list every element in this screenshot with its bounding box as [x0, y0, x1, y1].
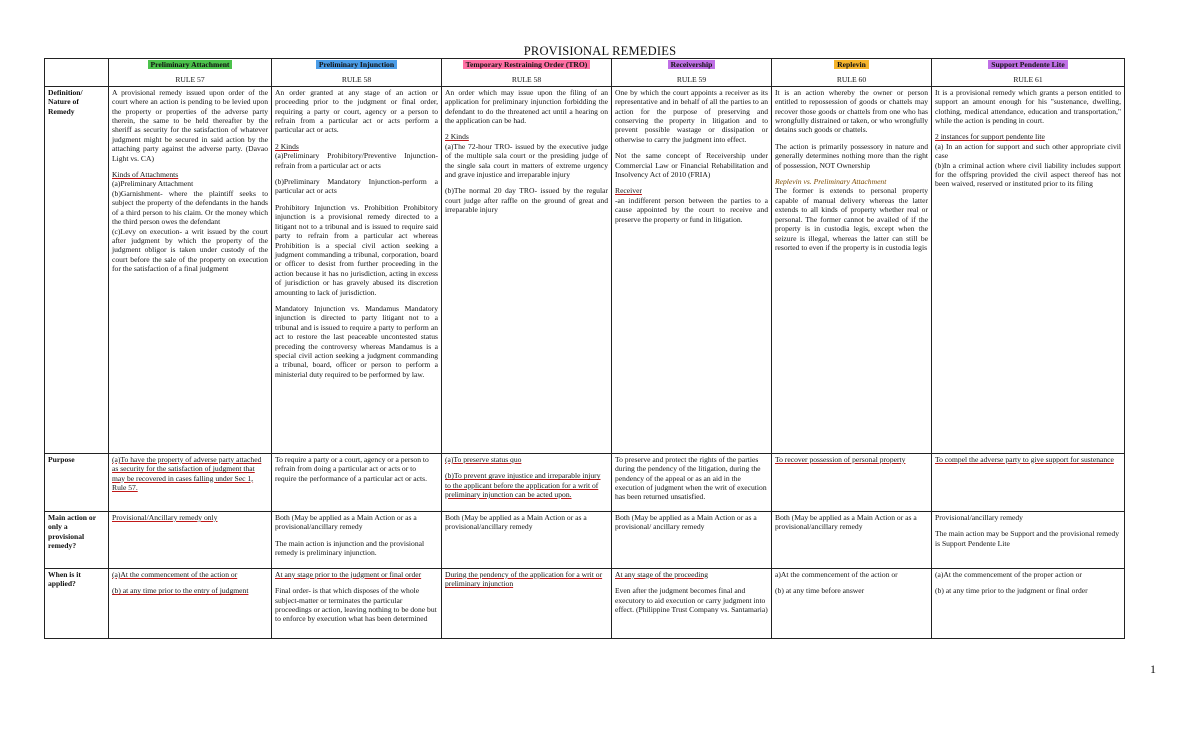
row-label-main-action: Main action or only a provisional remedy?: [45, 511, 109, 568]
when-applied-row: [45, 568, 1125, 638]
cell-purpose-replevin: To recover possession of personal property: [772, 453, 932, 511]
when-item: At any stage of the proceeding: [615, 569, 708, 579]
cell-main-action-tro: Both (May be applied as a Main Action or as a provisional/ancillary remedy: [442, 511, 612, 568]
cell-definition-injunction: [272, 86, 442, 453]
cell-when-receivership: [612, 568, 772, 638]
column-name: Preliminary Attachment: [148, 60, 233, 69]
main-action-row: [45, 511, 1125, 568]
column-name: Temporary Restraining Order (TRO): [463, 60, 591, 69]
kind-item: (a)Preliminary Prohibitory/Preventive Injunction-refrain from a particular act or acts: [275, 151, 438, 170]
kind-item: (b)The normal 20 day TRO- issued by the regular court judge after raffle on the ground of great and irreparable injury: [445, 186, 608, 215]
kind-item: (b)Garnishment- where the plaintiff seeks to subject the property of the defendants in the hands of a third person to his claim. Or the money which the third person owes the defendant: [112, 188, 268, 227]
page-number: 1: [1150, 662, 1156, 676]
kinds-heading: 2 Kinds: [275, 141, 299, 151]
column-header-support: [932, 59, 1125, 87]
cell-main-action-replevin: Both (May be applied as a Main Action or as a provisional/ancillary remedy: [772, 511, 932, 568]
comparison-text: Prohibitory Injunction vs. Prohibition Prohibitory injunction is a provisional remedy directed to a litigant not to a tribunal and is issued to require said party to refrain from a particular act whereas Prohibition is a special civil action seeking a judgment commanding a tribunal, corporation, board or officer to desist from further proceeding in the action because it has no jurisdiction, acting in excess of jurisdiction or has gravely abused its discretion amounting to lack of jurisdiction.: [275, 202, 438, 297]
cell-when-attachment: [109, 568, 272, 638]
column-name: Support Pendente Lite: [988, 60, 1067, 69]
cell-main-action-support: [932, 511, 1125, 568]
row-label-definition: Definition/ Nature of Remedy: [45, 86, 109, 453]
definition-text: It is an action whereby the owner or person entitled to repossession of goods or chattels may recover those goods or chattels from one who has wrongfully distrained or taken, or who wrongfully detains such goods or chattels.: [775, 87, 928, 135]
note-text: Not the same concept of Receivership under Commercial Law or Financial Rehabilitation and Insolvency Act of 2010 (FRIA): [615, 151, 768, 180]
column-header-receivership: [612, 59, 772, 87]
when-item: (a)At the commencement of the proper action or: [935, 569, 1082, 579]
cell-main-action-injunction: [272, 511, 442, 568]
kind-item: (a)Preliminary Attachment: [112, 179, 194, 189]
comparison-text: Mandatory Injunction vs. Mandamus Mandatory injunction is directed to party litigant not to a tribunal and is issued to require a party to perform an act to restore the last peaceable uncontested status preceding the controversy whereas Mandamus is a special civil action seeking a judgment commanding a tribunal, board, officer or person to perform a ministerial duty required to be performed by law.: [275, 303, 438, 379]
corner-cell: [45, 59, 109, 87]
cell-definition-attachment: [109, 86, 272, 453]
main-action-note: The main action may be Support and the provisional remedy is Support Pendente Lite: [935, 529, 1120, 548]
cell-main-action-attachment: Provisional/Ancillary remedy only: [109, 511, 272, 568]
instance-item: (b)In a criminal action where civil liability includes support for the offspring provided the civil aspect thereof has not been waived, reserved or instituted prior to its filing: [935, 160, 1121, 189]
kinds-heading: Kinds of Attachments: [112, 170, 179, 180]
definition-text: It is a provisional remedy which grants a person entitled to support an amount enough for his "sustenance, dwelling, clothing, medical attendance, education and transportation," while the action is pending in court.: [935, 87, 1121, 126]
cell-main-action-receivership: Both (May be applied as a Main Action or as a provisional/ ancillary remedy: [612, 511, 772, 568]
when-item: At any stage prior to the judgment or final order: [275, 569, 422, 579]
definition-text: A provisional remedy issued upon order of the court where an action is pending to be levied upon the property or properties of the adverse party therein, the same to be held thereafter by the sheriff as security for the satisfaction of whatever judgment might be secured in said action by the attaching party against the adverse party. (Davao Light vs. CA): [112, 87, 268, 163]
column-header-tro: [442, 59, 612, 87]
purpose-row: [45, 453, 1125, 511]
cell-purpose-support: To compel the adverse party to give support for sustenance: [932, 453, 1125, 511]
comparison-text: The former is extends to personal property capable of manual delivery whereas the latter extends to all kinds of property whether real or personal. The former cannot be availed of if the property is in custodia legis, except when the seizure is illegal, whereas the latter can still be resorted to even if the property is in custodia legis: [775, 186, 928, 252]
main-action-note: The main action is injunction and the provisional remedy is preliminary injunction.: [275, 538, 425, 558]
definition-text: An order granted at any stage of an action or proceeding prior to the judgment or final order, requiring a party or court, agency or a person to refrain from a particular act or acts perform a particular act or acts.: [275, 87, 438, 135]
cell-definition-replevin: [772, 86, 932, 453]
main-action-text: Both (May be applied as a Main Action or as a provisional/ancillary remedy: [275, 512, 417, 532]
when-item: (b) at any time prior to the entry of judgment: [112, 586, 249, 596]
column-rule: RULE 59: [676, 75, 707, 85]
cell-purpose-tro: [442, 453, 612, 511]
receiver-heading: Receiver: [615, 186, 642, 196]
column-rule: RULE 58: [341, 75, 372, 85]
column-header-attachment: [109, 59, 272, 87]
purpose-item: (a)To preserve status quo: [445, 454, 522, 464]
cell-definition-tro: [442, 86, 612, 453]
instances-heading: 2 instances for support pendente lite: [935, 132, 1045, 142]
column-rule: RULE 58: [511, 75, 542, 85]
column-rule: RULE 60: [836, 75, 867, 85]
column-header-row: [45, 59, 1125, 87]
column-name: Replevin: [834, 60, 869, 69]
when-item: a)At the commencement of the action or: [775, 569, 898, 579]
nature-text: The action is primarily possessory in nature and generally determines nothing more than the right of possession, NOT Ownership: [775, 141, 928, 170]
cell-when-tro: During the pendency of the application for a writ or preliminary injunction: [442, 568, 612, 638]
when-item: Even after the judgment becomes final and executory to aid execution or carry judgment into effect. (Philippine Trust Company vs. Santamaria): [615, 586, 768, 615]
column-header-injunction: [272, 59, 442, 87]
comparison-heading: Replevin vs. Preliminary Attachment: [775, 177, 887, 187]
column-name: Preliminary Injunction: [316, 60, 397, 69]
page-title: PROVISIONAL REMEDIES: [523, 44, 677, 58]
cell-purpose-receivership: To preserve and protect the rights of the parties during the pendency of the litigation, during the pendency of the appeal or as an aid in the execution of judgment when the writ of execution has been returned unsatisfied.: [612, 453, 772, 511]
when-item: (a)At the commencement of the action or: [112, 569, 238, 579]
cell-purpose-attachment: (a)To have the property of adverse party attached as security for the satisfaction of judgment that may be recovered in cases falling under Sec 1, Rule 57.: [109, 453, 272, 511]
cell-purpose-injunction: To require a party or a court, agency or a person to refrain from doing a particular act or acts or to require the performance of a particular act or acts.: [272, 453, 442, 511]
purpose-item: (b)To prevent grave injustice and irreparable injury to the applicant before the application for a writ of preliminary injunction can be acted upon.: [445, 471, 601, 500]
when-item: (b) at any time before answer: [775, 586, 865, 596]
column-rule: RULE 57: [175, 75, 205, 85]
definition-row: [45, 86, 1125, 453]
receiver-text: -an indifferent person between the parties to a cause appointed by the court to receive and preserve the property or fund in litigation.: [615, 195, 768, 224]
column-rule: RULE 61: [1013, 75, 1043, 85]
provisional-remedies-table: [44, 58, 1125, 639]
definition-text: One by which the court appoints a receiver as its representative and in behalf of all the parties to an action for the purpose of preserving and conserving the property in litigation and to prevent possible wastage or dissipation or otherwise to carry the judgment into effect.: [615, 87, 768, 144]
kinds-heading: 2 Kinds: [445, 132, 469, 142]
cell-definition-support: [932, 86, 1125, 453]
column-header-replevin: [772, 59, 932, 87]
cell-when-injunction: [272, 568, 442, 638]
cell-when-support: [932, 568, 1125, 638]
row-label-when-applied: When is it applied?: [45, 568, 109, 638]
final-order-definition: Final order- is that which disposes of the whole subject-matter or terminates the particular proceedings or action, leaving nothing to be done but to enforce by execution what has been determined: [275, 586, 437, 624]
instance-item: (a) In an action for support and such other appropriate civil case: [935, 141, 1121, 161]
definition-text: An order which may issue upon the filing of an application for preliminary injunction forbidding the defendant to do the threatened act until a hearing on the application can be had.: [445, 87, 608, 126]
row-label-purpose: Purpose: [45, 453, 109, 511]
kind-item: (a)The 72-hour TRO- issued by the executive judge of the multiple sala court or the presiding judge of the single sala court in matters of extreme urgency and grave injustice and irreparable injury: [445, 141, 608, 180]
cell-when-replevin: [772, 568, 932, 638]
kind-item: (c)Levy on execution- a writ issued by the court after judgment by which the property of the judgment obligor is taken under custody of the court before the sale of the property on execution for the satisfaction of a final judgment: [112, 226, 268, 274]
main-action-text: Provisional/ancillary remedy: [935, 512, 1023, 522]
column-name: Receivership: [668, 60, 716, 69]
when-item: (b) at any time prior to the judgment or final order: [935, 586, 1088, 596]
kind-item: (b)Preliminary Mandatory Injunction-perform a particular act or acts: [275, 177, 438, 196]
cell-definition-receivership: [612, 86, 772, 453]
